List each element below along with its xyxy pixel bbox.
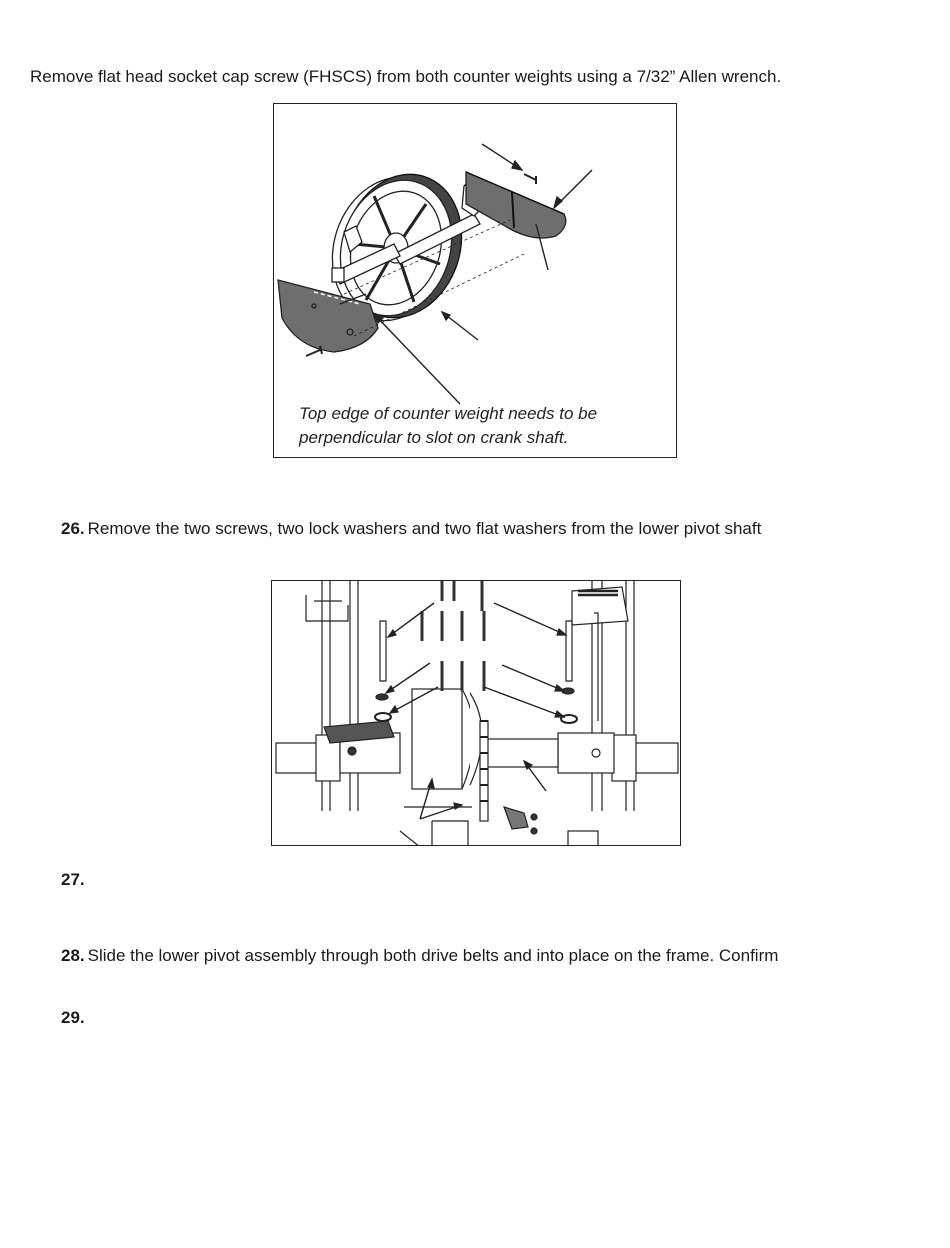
lower-pivot-illustration (272, 581, 681, 846)
caption-line-1: Top edge of counter weight needs to be (299, 404, 598, 423)
step-number: 28. (61, 946, 85, 965)
step-29 (61, 1008, 88, 1028)
caption-line-2: perpendicular to slot on crank shaft. (299, 428, 569, 447)
step-text: Slide the lower pivot assembly through both drive belts and into place on the frame. Confirm (87, 946, 779, 965)
step-number: 27. (61, 870, 85, 889)
step-28 (61, 946, 778, 966)
step-number: 26. (61, 519, 85, 538)
step-text: Remove the two screws, two lock washers and two flat washers from the lower pivot shaft (87, 519, 762, 538)
step-26 (61, 519, 761, 539)
intro-instruction: Remove flat head socket cap screw (FHSCS) from both counter weights using a 7/32” Allen wrench. (30, 67, 782, 86)
figure1-caption (299, 402, 597, 450)
step-number: 29. (61, 1008, 85, 1027)
lower-pivot-figure (271, 580, 681, 846)
step-27 (61, 870, 88, 890)
counter-weight-figure (273, 103, 677, 458)
